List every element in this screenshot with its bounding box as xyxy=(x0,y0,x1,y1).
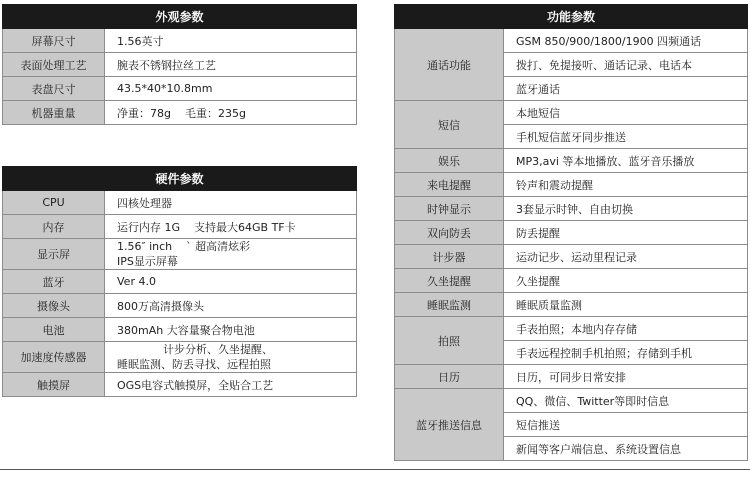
feature-value: 蓝牙通话 xyxy=(504,77,748,101)
feature-value: QQ、微信、Twitter等即时信息 xyxy=(504,389,748,413)
table-row xyxy=(3,270,357,294)
feature-value: 新闻等客户端信息、系统设置信息 xyxy=(504,437,748,461)
spec-value xyxy=(105,215,357,239)
hardware-title: 硬件参数 xyxy=(3,167,357,191)
feature-value: 拨打、免提接听、通话记录、电话本 xyxy=(504,53,748,77)
table-row xyxy=(395,317,748,341)
feature-value: GSM 850/900/1800/1900 四频通话 xyxy=(504,29,748,53)
spec-line: Ver 4.0 xyxy=(117,275,156,288)
feature-value: 久坐提醒 xyxy=(504,269,748,293)
spec-key: 加速度传感器 xyxy=(3,342,105,373)
divider xyxy=(0,469,750,470)
spec-value xyxy=(105,239,357,270)
spec-line: 1.56″ inch ˋ 超高清炫彩 xyxy=(117,240,251,253)
table-row xyxy=(395,29,748,53)
feature-key: 双向防丢 xyxy=(395,221,504,245)
table-row xyxy=(3,53,357,77)
spec-value: 净重：78g 毛重：235g xyxy=(105,101,357,125)
feature-key: 计步器 xyxy=(395,245,504,269)
feature-key: 睡眠监测 xyxy=(395,293,504,317)
feature-key: 娱乐 xyxy=(395,149,504,173)
appearance-title: 外观参数 xyxy=(3,5,357,29)
spec-key: 蓝牙 xyxy=(3,270,105,294)
table-row xyxy=(395,365,748,389)
table-row xyxy=(395,245,748,269)
hardware-table xyxy=(2,166,357,397)
spec-key: 屏幕尺寸 xyxy=(3,29,105,53)
table-row xyxy=(395,221,748,245)
spec-value xyxy=(105,342,357,373)
appearance-table xyxy=(2,4,357,125)
feature-value: 手机短信蓝牙同步推送 xyxy=(504,125,748,149)
table-row xyxy=(3,191,357,215)
spec-value: 腕表不锈钢拉丝工艺 xyxy=(105,53,357,77)
spec-key: 电池 xyxy=(3,318,105,342)
spec-line: OGS电容式触摸屏，全贴合工艺 xyxy=(117,378,274,392)
table-row xyxy=(395,389,748,413)
feature-key: 日历 xyxy=(395,365,504,389)
spec-line: IPS显示屏幕 xyxy=(117,255,178,268)
feature-value: 日历，可同步日常安排 xyxy=(504,365,748,389)
spec-line: 运行内存 1G 支持最大64GB TF卡 xyxy=(117,220,296,234)
spec-line: 800万高清摄像头 xyxy=(117,299,204,313)
spec-key: 表面处理工艺 xyxy=(3,53,105,77)
feature-key: 久坐提醒 xyxy=(395,269,504,293)
spec-key: 触摸屏 xyxy=(3,373,105,397)
feature-key: 来电提醒 xyxy=(395,173,504,197)
table-row xyxy=(395,293,748,317)
spec-key: 表盘尺寸 xyxy=(3,77,105,101)
spec-line: 380mAh 大容量聚合物电池 xyxy=(117,323,255,337)
spec-line: 计步分析、久坐提醒、 xyxy=(163,343,273,356)
feature-value: MP3,avi 等本地播放、蓝牙音乐播放 xyxy=(504,149,748,173)
spec-key: 摄像头 xyxy=(3,294,105,318)
table-row xyxy=(3,318,357,342)
feature-key: 拍照 xyxy=(395,317,504,365)
feature-value: 本地短信 xyxy=(504,101,748,125)
table-row xyxy=(3,101,357,125)
table-row xyxy=(395,269,748,293)
spec-key: 内存 xyxy=(3,215,105,239)
spec-value xyxy=(105,270,357,294)
spec-value xyxy=(105,294,357,318)
table-row xyxy=(3,215,357,239)
feature-key: 通话功能 xyxy=(395,29,504,101)
feature-value: 手表远程控制手机拍照；存储到手机 xyxy=(504,341,748,365)
spec-key: 显示屏 xyxy=(3,239,105,270)
table-row xyxy=(3,77,357,101)
table-row xyxy=(3,373,357,397)
table-row xyxy=(3,29,357,53)
feature-value: 运动记步、运动里程记录 xyxy=(504,245,748,269)
table-row xyxy=(3,239,357,270)
spec-value xyxy=(105,373,357,397)
table-row xyxy=(395,101,748,125)
table-row xyxy=(395,197,748,221)
feature-value: 铃声和震动提醒 xyxy=(504,173,748,197)
features-table xyxy=(394,4,748,461)
table-row xyxy=(395,149,748,173)
feature-value: 手表拍照；本地内存存储 xyxy=(504,317,748,341)
spec-value xyxy=(105,318,357,342)
table-row xyxy=(3,294,357,318)
table-row xyxy=(3,342,357,373)
spec-line: 四核处理器 xyxy=(117,196,172,210)
spec-value: 1.56英寸 xyxy=(105,29,357,53)
spec-key: CPU xyxy=(3,191,105,215)
spec-value: 43.5*40*10.8mm xyxy=(105,77,357,101)
feature-value: 3套显示时钟、自由切换 xyxy=(504,197,748,221)
feature-value: 短信推送 xyxy=(504,413,748,437)
feature-value: 睡眠质量监测 xyxy=(504,293,748,317)
spec-key: 机器重量 xyxy=(3,101,105,125)
feature-key: 短信 xyxy=(395,101,504,149)
feature-key: 蓝牙推送信息 xyxy=(395,389,504,461)
features-title: 功能参数 xyxy=(395,5,748,29)
feature-key: 时钟显示 xyxy=(395,197,504,221)
feature-value: 防丢提醒 xyxy=(504,221,748,245)
spec-value xyxy=(105,191,357,215)
spec-line: 睡眠监测、防丢寻找、远程拍照 xyxy=(117,358,271,371)
table-row xyxy=(395,173,748,197)
